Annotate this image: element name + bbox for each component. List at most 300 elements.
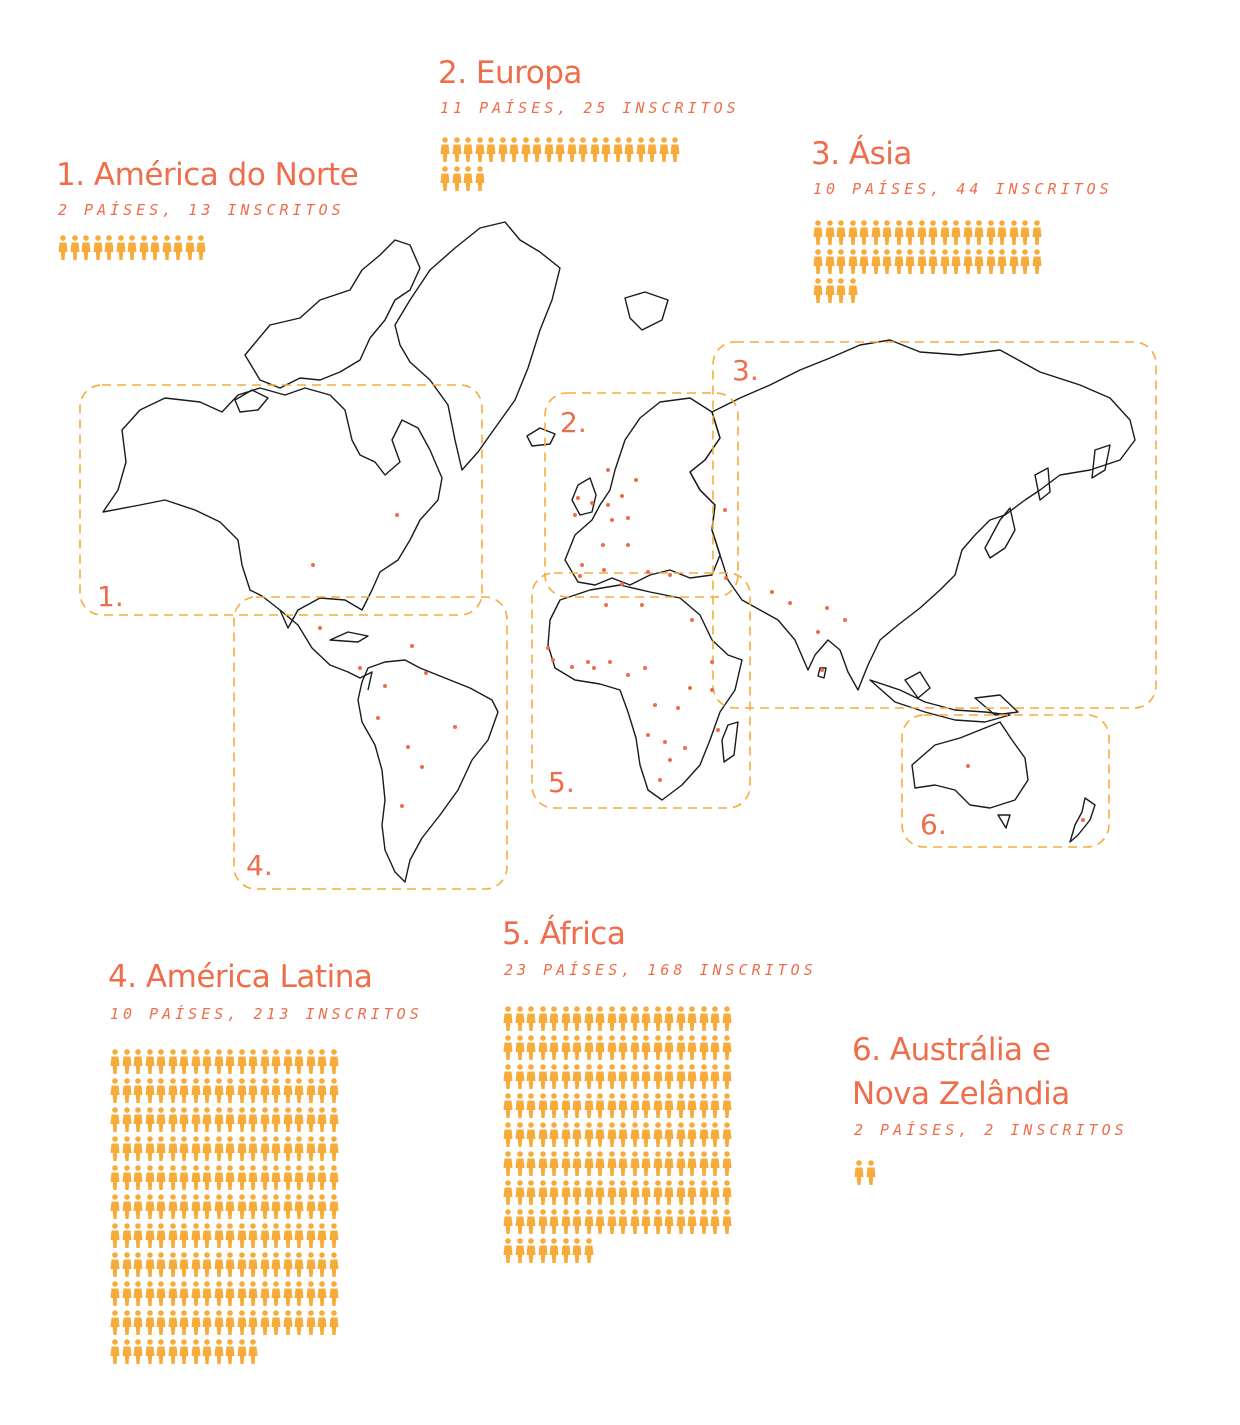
person-icon	[607, 1035, 617, 1061]
person-icon	[70, 235, 80, 261]
person-icon	[572, 1035, 582, 1061]
person-icon	[503, 1122, 513, 1148]
person-icon	[202, 1194, 212, 1220]
person-icon	[687, 1180, 697, 1206]
novaya-zemlya-outline	[625, 292, 668, 330]
person-icon	[317, 1136, 327, 1162]
person-icon	[191, 1252, 201, 1278]
person-icon	[641, 1093, 651, 1119]
person-icon	[630, 1064, 640, 1090]
person-icon	[917, 220, 927, 246]
person-icon	[859, 220, 869, 246]
person-icon	[179, 1194, 189, 1220]
person-icon	[122, 1252, 132, 1278]
person-icon	[526, 1064, 536, 1090]
person-icon	[329, 1310, 339, 1336]
person-icon	[237, 1107, 247, 1133]
uk-outline	[572, 478, 596, 515]
person-icon	[237, 1136, 247, 1162]
person-icon	[699, 1006, 709, 1032]
person-icon	[549, 1238, 559, 1264]
person-icon	[237, 1281, 247, 1307]
person-icon	[225, 1049, 235, 1075]
person-icon	[225, 1281, 235, 1307]
person-icon	[618, 1151, 628, 1177]
person-icon	[93, 235, 103, 261]
person-icon	[122, 1078, 132, 1104]
box-label-4: 4.	[246, 849, 273, 882]
person-icon	[871, 220, 881, 246]
person-icon	[653, 1122, 663, 1148]
region-box-3	[713, 342, 1156, 708]
person-icon	[710, 1035, 720, 1061]
person-icon	[145, 1165, 155, 1191]
person-icon	[156, 1310, 166, 1336]
person-icon	[595, 1093, 605, 1119]
person-icon	[584, 1209, 594, 1235]
person-icon	[196, 235, 206, 261]
person-icon	[498, 137, 508, 163]
person-icon	[986, 220, 996, 246]
person-icon	[104, 235, 114, 261]
person-icon	[58, 235, 68, 261]
person-icon	[133, 1310, 143, 1336]
person-icon	[156, 1049, 166, 1075]
person-icon	[699, 1180, 709, 1206]
person-icon	[440, 166, 450, 192]
person-icon	[710, 1064, 720, 1090]
person-icon	[997, 220, 1007, 246]
person-icon	[122, 1194, 132, 1220]
person-icon	[283, 1223, 293, 1249]
person-icon	[237, 1194, 247, 1220]
greenland-outline	[395, 222, 560, 470]
person-icon	[202, 1310, 212, 1336]
person-icon	[549, 1035, 559, 1061]
person-icon	[283, 1107, 293, 1133]
person-icon	[191, 1049, 201, 1075]
person-icon	[306, 1107, 316, 1133]
person-icon	[306, 1252, 316, 1278]
person-icon	[882, 220, 892, 246]
person-icon	[687, 1122, 697, 1148]
person-icon	[630, 1180, 640, 1206]
person-icon	[260, 1310, 270, 1336]
person-icon	[538, 1093, 548, 1119]
person-icon	[641, 1151, 651, 1177]
person-icon	[595, 1151, 605, 1177]
person-icon	[214, 1078, 224, 1104]
person-icon	[214, 1049, 224, 1075]
person-icon	[329, 1252, 339, 1278]
person-icon	[595, 1006, 605, 1032]
person-icon	[526, 1122, 536, 1148]
region-subtitle-africa: 23 PAÍSES, 168 INSCRITOS	[504, 961, 817, 979]
person-icon	[538, 1035, 548, 1061]
land-outlines	[103, 222, 1135, 882]
person-icon	[515, 1151, 525, 1177]
person-icon	[260, 1194, 270, 1220]
person-icon	[630, 1093, 640, 1119]
person-icon	[561, 1122, 571, 1148]
person-icon	[567, 137, 577, 163]
person-icon	[515, 1209, 525, 1235]
person-icon	[722, 1151, 732, 1177]
person-icon	[595, 1209, 605, 1235]
person-icon	[283, 1049, 293, 1075]
person-icon	[572, 1093, 582, 1119]
person-icon	[601, 137, 611, 163]
person-icon	[260, 1281, 270, 1307]
person-icon	[133, 1078, 143, 1104]
person-icon	[526, 1035, 536, 1061]
person-icon	[928, 220, 938, 246]
person-icon	[202, 1281, 212, 1307]
person-icon	[653, 1209, 663, 1235]
person-icon	[1009, 249, 1019, 275]
person-icon	[202, 1049, 212, 1075]
person-icon	[549, 1151, 559, 1177]
person-icon	[283, 1165, 293, 1191]
person-icon	[168, 1049, 178, 1075]
person-icon	[283, 1078, 293, 1104]
person-icon	[578, 137, 588, 163]
person-icon	[664, 1006, 674, 1032]
person-icon	[825, 220, 835, 246]
person-icon	[122, 1049, 132, 1075]
person-icon	[515, 1035, 525, 1061]
person-icon	[871, 249, 881, 275]
person-icon	[214, 1339, 224, 1365]
person-icon	[532, 137, 542, 163]
person-icon	[202, 1107, 212, 1133]
person-icon	[618, 1064, 628, 1090]
person-icon	[317, 1078, 327, 1104]
person-icon	[283, 1194, 293, 1220]
person-icon	[917, 249, 927, 275]
person-icon	[636, 137, 646, 163]
person-icon	[538, 1151, 548, 1177]
person-icon	[664, 1122, 674, 1148]
person-icon	[139, 235, 149, 261]
person-icon	[133, 1165, 143, 1191]
person-icon	[538, 1006, 548, 1032]
person-icon	[475, 166, 485, 192]
person-icon	[110, 1107, 120, 1133]
person-icon	[825, 278, 835, 304]
person-icon	[710, 1209, 720, 1235]
person-icon	[549, 1093, 559, 1119]
person-icon	[584, 1151, 594, 1177]
region-subtitle-asia: 10 PAÍSES, 44 INSCRITOS	[813, 180, 1113, 198]
person-icon	[191, 1281, 201, 1307]
person-icon	[676, 1006, 686, 1032]
person-icon	[110, 1281, 120, 1307]
person-icon	[294, 1310, 304, 1336]
person-icon	[110, 1194, 120, 1220]
person-icon	[133, 1136, 143, 1162]
person-icon	[515, 1093, 525, 1119]
person-icon	[191, 1223, 201, 1249]
person-icon	[329, 1049, 339, 1075]
person-icon	[306, 1223, 316, 1249]
person-icon	[538, 1238, 548, 1264]
person-icon	[572, 1151, 582, 1177]
person-icon	[664, 1093, 674, 1119]
person-icon	[317, 1281, 327, 1307]
person-icon	[710, 1093, 720, 1119]
arctic-islands-outline	[245, 240, 420, 388]
person-icon	[145, 1281, 155, 1307]
person-icon	[676, 1093, 686, 1119]
region-subtitle-north-america: 2 PAÍSES, 13 INSCRITOS	[58, 201, 345, 219]
person-icon	[248, 1194, 258, 1220]
person-icon	[122, 1310, 132, 1336]
person-icon	[329, 1136, 339, 1162]
person-icon	[168, 1252, 178, 1278]
person-icon	[179, 1339, 189, 1365]
person-icon	[572, 1064, 582, 1090]
person-icon	[248, 1310, 258, 1336]
pictogram-oceania	[854, 1160, 1083, 1186]
region-title-asia: 3. Ásia	[811, 136, 912, 172]
person-icon	[145, 1310, 155, 1336]
person-icon	[122, 1107, 132, 1133]
person-icon	[882, 249, 892, 275]
person-icon	[549, 1122, 559, 1148]
person-icon	[237, 1049, 247, 1075]
person-icon	[607, 1064, 617, 1090]
person-icon	[687, 1093, 697, 1119]
person-icon	[1020, 220, 1030, 246]
person-icon	[329, 1107, 339, 1133]
region-box-4	[234, 597, 507, 889]
person-icon	[722, 1064, 732, 1090]
person-icon	[133, 1252, 143, 1278]
person-icon	[110, 1339, 120, 1365]
region-title-oceania-line2: Nova Zelândia	[852, 1076, 1070, 1112]
person-icon	[214, 1252, 224, 1278]
person-icon	[515, 1122, 525, 1148]
person-icon	[156, 1107, 166, 1133]
person-icon	[618, 1093, 628, 1119]
person-icon	[294, 1252, 304, 1278]
person-icon	[237, 1165, 247, 1191]
person-icon	[133, 1049, 143, 1075]
person-icon	[561, 1209, 571, 1235]
person-icon	[145, 1107, 155, 1133]
person-icon	[271, 1223, 281, 1249]
person-icon	[503, 1151, 513, 1177]
person-icon	[572, 1209, 582, 1235]
person-icon	[940, 220, 950, 246]
box-label-6: 6.	[920, 808, 947, 841]
person-icon	[168, 1339, 178, 1365]
person-icon	[1032, 220, 1042, 246]
person-icon	[561, 1006, 571, 1032]
person-icon	[306, 1194, 316, 1220]
person-icon	[237, 1252, 247, 1278]
person-icon	[214, 1136, 224, 1162]
person-icon	[202, 1252, 212, 1278]
person-icon	[722, 1180, 732, 1206]
south-america-outline	[358, 660, 498, 882]
person-icon	[237, 1310, 247, 1336]
person-icon	[572, 1122, 582, 1148]
person-icon	[641, 1180, 651, 1206]
person-icon	[179, 1252, 189, 1278]
person-icon	[248, 1223, 258, 1249]
person-icon	[225, 1078, 235, 1104]
person-icon	[653, 1064, 663, 1090]
region-title-africa: 5. África	[502, 916, 626, 952]
person-icon	[248, 1107, 258, 1133]
person-icon	[503, 1006, 513, 1032]
europe-outline	[565, 398, 720, 585]
person-icon	[630, 1006, 640, 1032]
person-icon	[329, 1281, 339, 1307]
person-icon	[526, 1006, 536, 1032]
asia-outline	[690, 340, 1135, 690]
person-icon	[561, 1093, 571, 1119]
person-icon	[676, 1209, 686, 1235]
person-icon	[225, 1223, 235, 1249]
person-icon	[122, 1339, 132, 1365]
person-icon	[813, 249, 823, 275]
person-icon	[271, 1281, 281, 1307]
person-icon	[110, 1223, 120, 1249]
person-icon	[156, 1165, 166, 1191]
person-icon	[836, 249, 846, 275]
person-icon	[248, 1078, 258, 1104]
person-icon	[549, 1180, 559, 1206]
person-icon	[986, 249, 996, 275]
person-icon	[202, 1136, 212, 1162]
region-subtitle-europe: 11 PAÍSES, 25 INSCRITOS	[440, 99, 740, 117]
person-icon	[122, 1136, 132, 1162]
person-icon	[237, 1223, 247, 1249]
person-icon	[191, 1339, 201, 1365]
person-icon	[676, 1064, 686, 1090]
person-icon	[687, 1006, 697, 1032]
person-icon	[133, 1339, 143, 1365]
person-icon	[168, 1136, 178, 1162]
central-america-outline	[280, 610, 372, 690]
person-icon	[248, 1281, 258, 1307]
person-icon	[710, 1151, 720, 1177]
person-icon	[271, 1194, 281, 1220]
person-icon	[168, 1281, 178, 1307]
person-icon	[503, 1064, 513, 1090]
person-icon	[526, 1151, 536, 1177]
box-label-3: 3.	[732, 354, 759, 387]
person-icon	[641, 1064, 651, 1090]
person-icon	[515, 1238, 525, 1264]
person-icon	[509, 137, 519, 163]
person-icon	[452, 166, 462, 192]
person-icon	[260, 1049, 270, 1075]
person-icon	[613, 137, 623, 163]
person-icon	[317, 1107, 327, 1133]
person-icon	[463, 166, 473, 192]
person-icon	[641, 1122, 651, 1148]
person-icon	[664, 1035, 674, 1061]
person-icon	[329, 1223, 339, 1249]
tasmania-outline	[998, 815, 1010, 828]
person-icon	[294, 1194, 304, 1220]
person-icon	[894, 249, 904, 275]
person-icon	[463, 137, 473, 163]
person-icon	[283, 1281, 293, 1307]
person-icon	[630, 1035, 640, 1061]
person-icon	[521, 137, 531, 163]
person-icon	[191, 1165, 201, 1191]
north-america-outline	[103, 388, 442, 628]
person-icon	[156, 1194, 166, 1220]
person-icon	[722, 1209, 732, 1235]
person-icon	[905, 220, 915, 246]
person-icon	[271, 1049, 281, 1075]
person-icon	[607, 1180, 617, 1206]
person-icon	[544, 137, 554, 163]
region-title-oceania-line1: 6. Austrália e	[852, 1032, 1051, 1068]
caribbean-outline	[330, 632, 368, 642]
person-icon	[503, 1035, 513, 1061]
person-icon	[928, 249, 938, 275]
person-icon	[836, 278, 846, 304]
person-icon	[555, 137, 565, 163]
person-icon	[127, 235, 137, 261]
person-icon	[156, 1136, 166, 1162]
person-icon	[687, 1064, 697, 1090]
person-icon	[641, 1006, 651, 1032]
person-icon	[515, 1006, 525, 1032]
person-icon	[294, 1049, 304, 1075]
person-icon	[202, 1223, 212, 1249]
person-icon	[561, 1064, 571, 1090]
person-icon	[549, 1006, 559, 1032]
arctic-island-outline	[235, 390, 268, 412]
person-icon	[687, 1035, 697, 1061]
person-icon	[848, 220, 858, 246]
person-icon	[549, 1209, 559, 1235]
iceland-outline	[527, 428, 555, 446]
person-icon	[963, 249, 973, 275]
person-icon	[271, 1078, 281, 1104]
person-icon	[225, 1252, 235, 1278]
person-icon	[306, 1310, 316, 1336]
person-icon	[179, 1281, 189, 1307]
person-icon	[145, 1136, 155, 1162]
person-icon	[561, 1151, 571, 1177]
person-icon	[156, 1339, 166, 1365]
person-icon	[116, 235, 126, 261]
person-icon	[283, 1136, 293, 1162]
person-icon	[561, 1180, 571, 1206]
person-icon	[905, 249, 915, 275]
person-icon	[237, 1339, 247, 1365]
region-title-latin-america: 4. América Latina	[108, 959, 373, 995]
person-icon	[699, 1064, 709, 1090]
person-icon	[156, 1252, 166, 1278]
person-icon	[317, 1310, 327, 1336]
person-icon	[317, 1165, 327, 1191]
person-icon	[503, 1209, 513, 1235]
person-icon	[503, 1180, 513, 1206]
person-icon	[572, 1006, 582, 1032]
person-icon	[710, 1006, 720, 1032]
person-icon	[306, 1165, 316, 1191]
